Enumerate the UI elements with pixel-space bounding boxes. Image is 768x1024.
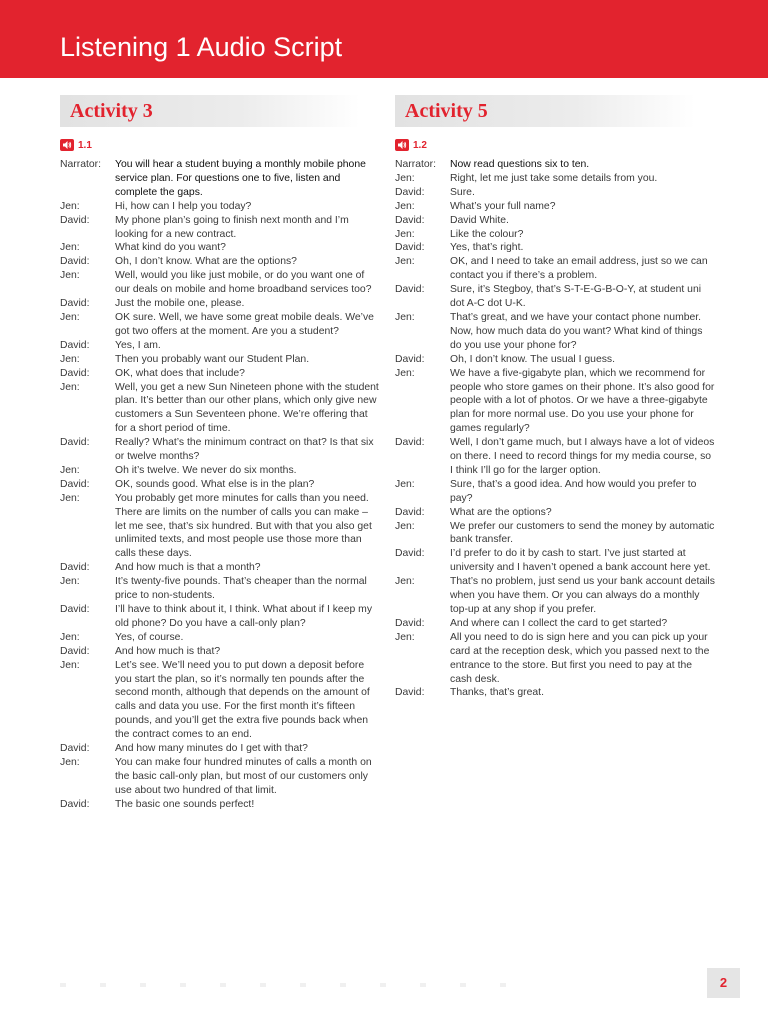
transcript-line	[60, 311, 380, 339]
utterance-text: Let’s see. We’ll need you to put down a deposit before you start the plan, so it’s normally ten pounds after the second month, although that depends on the amount of calls and data you use. For the first month it’s fifteen pounds, and you’ll get the extra five pounds back when the contract comes to an end.	[115, 659, 370, 741]
utterance-text: What’s your full name?	[450, 200, 556, 212]
speaker-label: David:	[395, 242, 425, 254]
utterance-text: Well, would you like just mobile, or do you want one of our deals on mobile and home broadband services too?	[115, 270, 372, 296]
transcript-line	[395, 158, 715, 172]
transcript-line	[60, 269, 380, 297]
activity-3-transcript	[60, 158, 380, 812]
utterance-text: You probably get more minutes for calls than you need. There are limits on the number of calls you can make – let me see, that’s six hundred. But with that you also get unlimited texts, and most people use those more than calls these days.	[115, 492, 372, 560]
speaker-label: Jen:	[60, 242, 80, 254]
utterance-text: You will hear a student buying a monthly mobile phone service plan. For questions one to five, listen and complete the gaps.	[115, 159, 366, 198]
transcript-line	[395, 241, 715, 255]
speaker-label: Jen:	[60, 353, 80, 365]
speaker-label: Jen:	[60, 659, 80, 671]
speaker-label: Narrator:	[60, 159, 101, 170]
utterance-text: We prefer our customers to send the money by automatic bank transfer.	[450, 520, 715, 546]
speaker-label: David:	[60, 604, 90, 615]
utterance-text: What kind do you want?	[115, 242, 226, 254]
transcript-line	[60, 297, 380, 311]
transcript-line	[60, 561, 380, 575]
transcript-line	[60, 645, 380, 659]
speaker-label: David:	[395, 548, 425, 560]
speaker-label: David:	[60, 214, 90, 226]
page-title: Listening 1 Audio Script	[60, 32, 343, 62]
speaker-label: David:	[395, 186, 425, 198]
transcript-line	[60, 381, 380, 437]
transcript-line	[60, 255, 380, 269]
utterance-text: Oh, I don’t know. The usual I guess.	[450, 353, 616, 365]
transcript-line	[60, 756, 380, 798]
transcript-line	[395, 200, 715, 214]
transcript-line	[395, 631, 715, 687]
transcript-line	[395, 186, 715, 200]
transcript-line	[395, 255, 715, 283]
speaker-label: Jen:	[60, 200, 80, 212]
utterance-text: That’s no problem, just send us your bank account details when you have them. Or you can always do a monthly top-up at any shop if you prefer.	[450, 576, 715, 615]
transcript-line	[60, 339, 380, 353]
speaker-label: David:	[395, 617, 425, 629]
speaker-icon[interactable]	[60, 139, 74, 151]
speaker-label: David:	[60, 743, 90, 755]
transcript-line	[60, 631, 380, 645]
speaker-label: Jen:	[395, 256, 415, 268]
speaker-label: David:	[60, 562, 90, 574]
utterance-text: Oh, I don’t know. What are the options?	[115, 256, 297, 268]
utterance-text: OK sure. Well, we have some great mobile deals. We’ve got two offers at the moment. Are you a student?	[115, 311, 374, 337]
utterance-text: Then you probably want our Student Plan.	[115, 353, 310, 365]
track-number: 1.2	[413, 139, 427, 151]
transcript-line	[60, 742, 380, 756]
activity-3-column	[60, 95, 380, 812]
speaker-label: David:	[60, 367, 90, 379]
utterance-text: Well, I don’t game much, but I always have a lot of videos on there. I need to record things for my media course, so I think I’ll go for the larger option.	[450, 437, 715, 476]
utterance-text: Oh it’s twelve. We never do six months.	[115, 464, 297, 476]
transcript-line	[60, 492, 380, 562]
transcript-line	[60, 158, 380, 200]
transcript-line	[60, 200, 380, 214]
utterance-text: Thanks, that’s great.	[450, 687, 544, 699]
utterance-text: That’s great, and we have your contact phone number. Now, how much data do you want? What kind of things do you use your phone for?	[450, 311, 703, 351]
speaker-icon[interactable]	[395, 139, 409, 151]
speaker-label: David:	[395, 284, 425, 296]
utterance-text: OK, what does that include?	[115, 367, 245, 379]
speaker-label: Jen:	[395, 478, 415, 490]
speaker-label: Jen:	[395, 631, 415, 643]
speaker-label: David:	[60, 437, 90, 449]
activity-3-track	[60, 138, 380, 152]
utterance-text: Hi, how can I help you today?	[115, 200, 252, 212]
utterance-text: The basic one sounds perfect!	[115, 798, 255, 810]
transcript-line	[395, 575, 715, 617]
speaker-label: Jen:	[60, 464, 80, 476]
utterance-text: Yes, I am.	[115, 339, 161, 351]
footer-faded-text	[60, 983, 530, 987]
transcript-line	[60, 436, 380, 464]
speaker-label: Jen:	[395, 228, 415, 240]
utterance-text: Sure, that’s a good idea. And how would you prefer to pay?	[450, 478, 697, 504]
speaker-label: David:	[395, 437, 425, 449]
utterance-text: And where can I collect the card to get started?	[450, 617, 668, 629]
transcript-line	[395, 353, 715, 367]
transcript-line	[395, 172, 715, 186]
utterance-text: And how much is that?	[115, 645, 221, 657]
speaker-label: David:	[60, 798, 90, 810]
utterance-text: Really? What’s the minimum contract on that? Is that six or twelve months?	[115, 437, 374, 463]
activity-3-title: Activity 3	[60, 95, 360, 127]
transcript-line	[395, 436, 715, 478]
transcript-line	[60, 575, 380, 603]
speaker-label: Narrator:	[395, 159, 436, 170]
activity-5-column	[395, 95, 715, 700]
transcript-line	[395, 311, 715, 353]
transcript-line	[395, 478, 715, 506]
utterance-text: You can make four hundred minutes of calls a month on the basic call-only plan, but most of our customers only use about two hundred of that limit.	[115, 756, 372, 796]
utterance-text: Just the mobile one, please.	[115, 298, 245, 310]
utterance-text: All you need to do is sign here and you can pick up your card at the reception desk, which you passed next to the entrance to the store. But first you need to pay at the cash desk.	[450, 631, 710, 685]
utterance-text: And how many minutes do I get with that?	[115, 743, 308, 755]
activity-5-transcript	[395, 158, 715, 700]
transcript-line	[395, 367, 715, 437]
utterance-text: Right, let me just take some details from you.	[450, 172, 658, 184]
speaker-label: David:	[60, 256, 90, 268]
speaker-label: David:	[60, 645, 90, 657]
speaker-label: Jen:	[395, 576, 415, 588]
page-header	[0, 0, 768, 78]
utterance-text: David White.	[450, 214, 509, 226]
utterance-text: OK, sounds good. What else is in the plan?	[115, 478, 315, 490]
transcript-line	[395, 506, 715, 520]
utterance-text: Yes, that’s right.	[450, 242, 524, 254]
activity-5-track	[395, 138, 715, 152]
speaker-label: Jen:	[60, 492, 80, 504]
speaker-label: Jen:	[395, 311, 415, 323]
activity-5-title: Activity 5	[395, 95, 695, 127]
utterance-text: And how much is that a month?	[115, 562, 261, 574]
transcript-line	[395, 228, 715, 242]
speaker-label: Jen:	[60, 756, 80, 768]
speaker-label: Jen:	[60, 381, 80, 393]
utterance-text: Now read questions six to ten.	[450, 159, 590, 170]
speaker-label: David:	[60, 339, 90, 351]
utterance-text: We have a five-gigabyte plan, which we recommend for people who store games on their phone. It’s also good for people with a lot of photos. Or we have a three-gigabyte plan for more normal use. Do you use your phone for games regularly?	[450, 367, 715, 435]
transcript-line	[395, 617, 715, 631]
transcript-line	[395, 686, 715, 700]
transcript-line	[60, 241, 380, 255]
utterance-text: I’d prefer to do it by cash to start. I’ve just started at university and I haven’t opened a bank account here yet.	[450, 548, 711, 574]
transcript-line	[395, 547, 715, 575]
speaker-label: David:	[60, 298, 90, 310]
speaker-label: David:	[395, 214, 425, 226]
speaker-label: Jen:	[395, 172, 415, 184]
transcript-line	[395, 283, 715, 311]
transcript-line	[60, 603, 380, 631]
speaker-label: David:	[395, 687, 425, 699]
speaker-label: David:	[60, 478, 90, 490]
transcript-line	[60, 464, 380, 478]
speaker-label: Jen:	[60, 270, 80, 282]
utterance-text: It’s twenty-five pounds. That’s cheaper than the normal price to non-students.	[115, 576, 367, 602]
transcript-line	[60, 214, 380, 242]
transcript-line	[395, 520, 715, 548]
transcript-line	[60, 798, 380, 812]
utterance-text: Like the colour?	[450, 228, 524, 240]
speaker-label: Jen:	[60, 311, 80, 323]
transcript-line	[60, 353, 380, 367]
speaker-label: Jen:	[395, 200, 415, 212]
utterance-text: Sure, it’s Stegboy, that’s S-T-E-G-B-O-Y, at student uni dot A-C dot U-K.	[450, 284, 702, 310]
page-number: 2	[707, 968, 740, 998]
speaker-label: David:	[395, 353, 425, 365]
utterance-text: What are the options?	[450, 506, 552, 518]
speaker-label: Jen:	[395, 520, 415, 532]
utterance-text: I’ll have to think about it, I think. What about if I keep my old phone? Do you have a call-only plan?	[115, 604, 373, 629]
speaker-label: Jen:	[60, 631, 80, 643]
utterance-text: Well, you get a new Sun Nineteen phone with the student plan. It’s better than our other plans, which only give new customers a Sun Seventeen phone. We’re offering that for a short period of time.	[115, 381, 379, 435]
track-number: 1.1	[78, 139, 92, 151]
speaker-label: Jen:	[60, 576, 80, 588]
utterance-text: My phone plan’s going to finish next month and I’m looking for a new contract.	[115, 214, 349, 240]
transcript-line	[395, 214, 715, 228]
utterance-text: Yes, of course.	[115, 631, 184, 643]
utterance-text: OK, and I need to take an email address, just so we can contact you if there’s a problem.	[450, 256, 708, 282]
transcript-line	[60, 478, 380, 492]
transcript-line	[60, 659, 380, 742]
utterance-text: Sure.	[450, 186, 475, 198]
speaker-label: David:	[395, 506, 425, 518]
speaker-label: Jen:	[395, 367, 415, 379]
transcript-line	[60, 367, 380, 381]
